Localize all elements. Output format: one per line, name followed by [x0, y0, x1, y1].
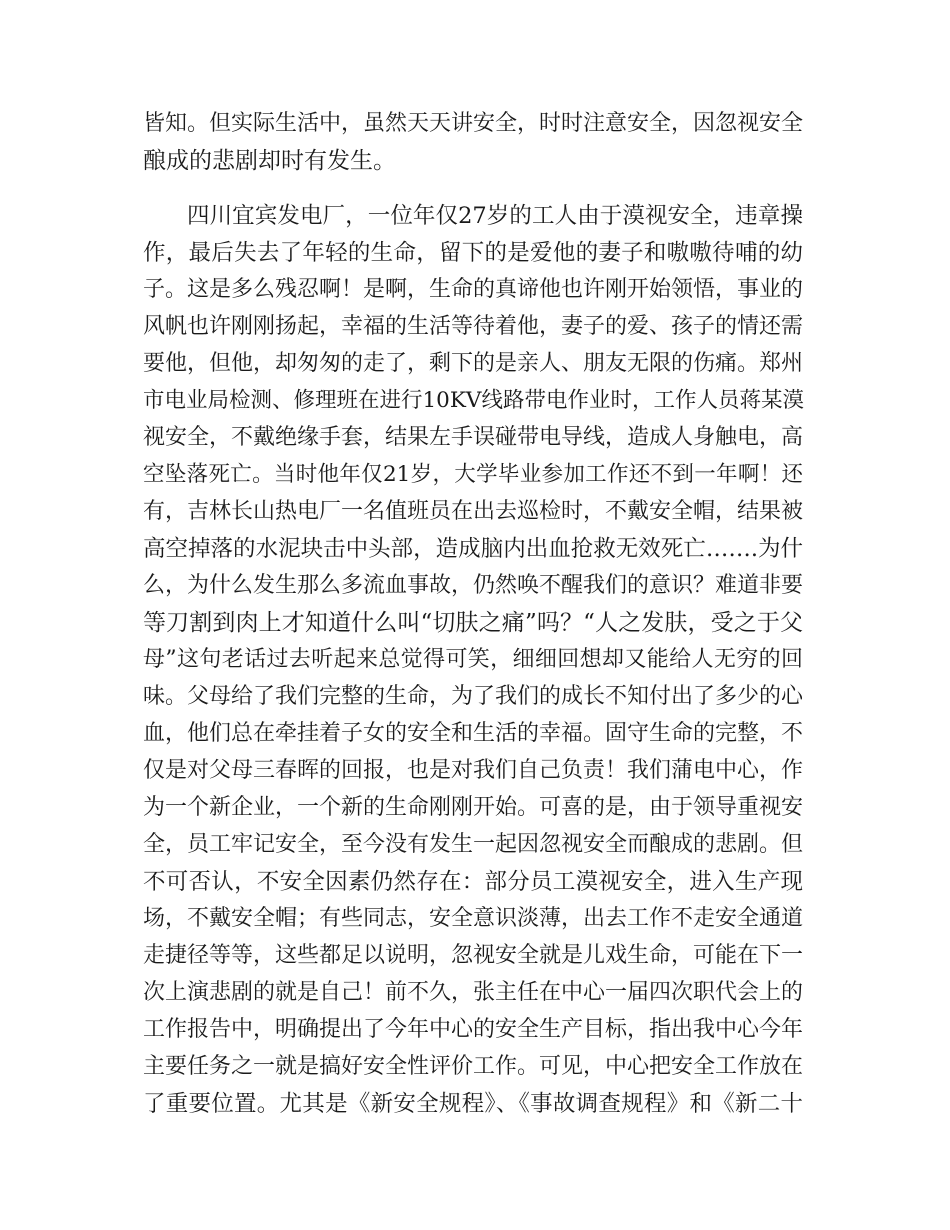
text-line: 皆知。但实际生活中，虽然天天讲安全，时时注意安全，因忽视安全 — [143, 111, 804, 136]
text-line: 主要任务之一就是搞好安全性评价工作。可见，中心把安全工作放在 — [143, 1054, 804, 1079]
text-line: 为一个新企业，一个新的生命刚刚开始。可喜的是，由于领导重视安 — [143, 795, 804, 820]
text-line: 仅是对父母三春晖的回报，也是对我们自己负责！我们蒲电中心，作 — [143, 758, 804, 783]
text-line: 了重要位置。尤其是《新安全规程》、《事故调查规程》和《新二十 — [143, 1091, 803, 1117]
text-line: 空坠落死亡。当时他年仅21岁，大学毕业参加工作还不到一年啊！还 — [143, 462, 803, 487]
text-line: 视安全，不戴绝缘手套，结果左手误碰带电导线，造成人身触电，高 — [143, 425, 804, 450]
text-line: 么，为什么发生那么多流血事故，仍然唤不醒我们的意识？难道非要 — [143, 573, 804, 598]
text-line: 风帆也许刚刚扬起，幸福的生活等待着他，妻子的爱、孩子的情还需 — [143, 314, 804, 339]
text-line: 血，他们总在牵挂着子女的安全和生活的幸福。固守生命的完整，不 — [143, 721, 804, 746]
text-line: 不可否认，不安全因素仍然存在：部分员工漠视安全，进入生产现 — [143, 869, 803, 895]
text-line: 味。父母给了我们完整的生命，为了我们的成长不知付出了多少的心 — [143, 684, 804, 709]
text-line: 酿成的悲剧却时有发生。 — [143, 148, 396, 174]
text-line: 四川宜宾发电厂，一位年仅27岁的工人由于漠视安全，违章操 — [187, 203, 803, 229]
text-line: 有，吉林长山热电厂一名值班员在出去巡检时，不戴安全帽，结果被 — [143, 499, 804, 524]
text-line: 等刀割到肉上才知道什么叫“切肤之痛”吗？“人之发肤，受之于父 — [143, 610, 803, 636]
text-line: 作，最后失去了年轻的生命，留下的是爱他的妻子和嗷嗷待哺的幼 — [143, 240, 803, 266]
text-line: 母”这句老话过去听起来总觉得可笑，细细回想却又能给人无穷的回 — [143, 647, 803, 672]
text-line: 要他，但他，却匆匆的走了，剩下的是亲人、朋友无限的伤痛。郑州 — [143, 351, 804, 376]
text-line: 场，不戴安全帽；有些同志，安全意识淡薄，出去工作不走安全通道 — [143, 906, 804, 931]
text-line: 全，员工牢记安全，至今没有发生一起因忽视安全而酿成的悲剧。但 — [143, 832, 804, 857]
text-line: 高空掉落的水泥块击中头部，造成脑内出血抢救无效死亡…….为什 — [143, 536, 803, 562]
text-line: 次上演悲剧的就是自己！前不久，张主任在中心一届四次职代会上的 — [143, 980, 804, 1005]
text-line: 工作报告中，明确提出了今年中心的安全生产目标，指出我中心今年 — [143, 1017, 804, 1042]
text-line: 市电业局检测、修理班在进行10KV线路带电作业时，工作人员蒋某漠 — [143, 388, 804, 413]
text-line: 走捷径等等，这些都足以说明，忽视安全就是儿戏生命，可能在下一 — [143, 943, 804, 968]
text-line: 子。这是多么残忍啊！是啊，生命的真谛他也许刚开始领悟，事业的 — [143, 277, 804, 302]
